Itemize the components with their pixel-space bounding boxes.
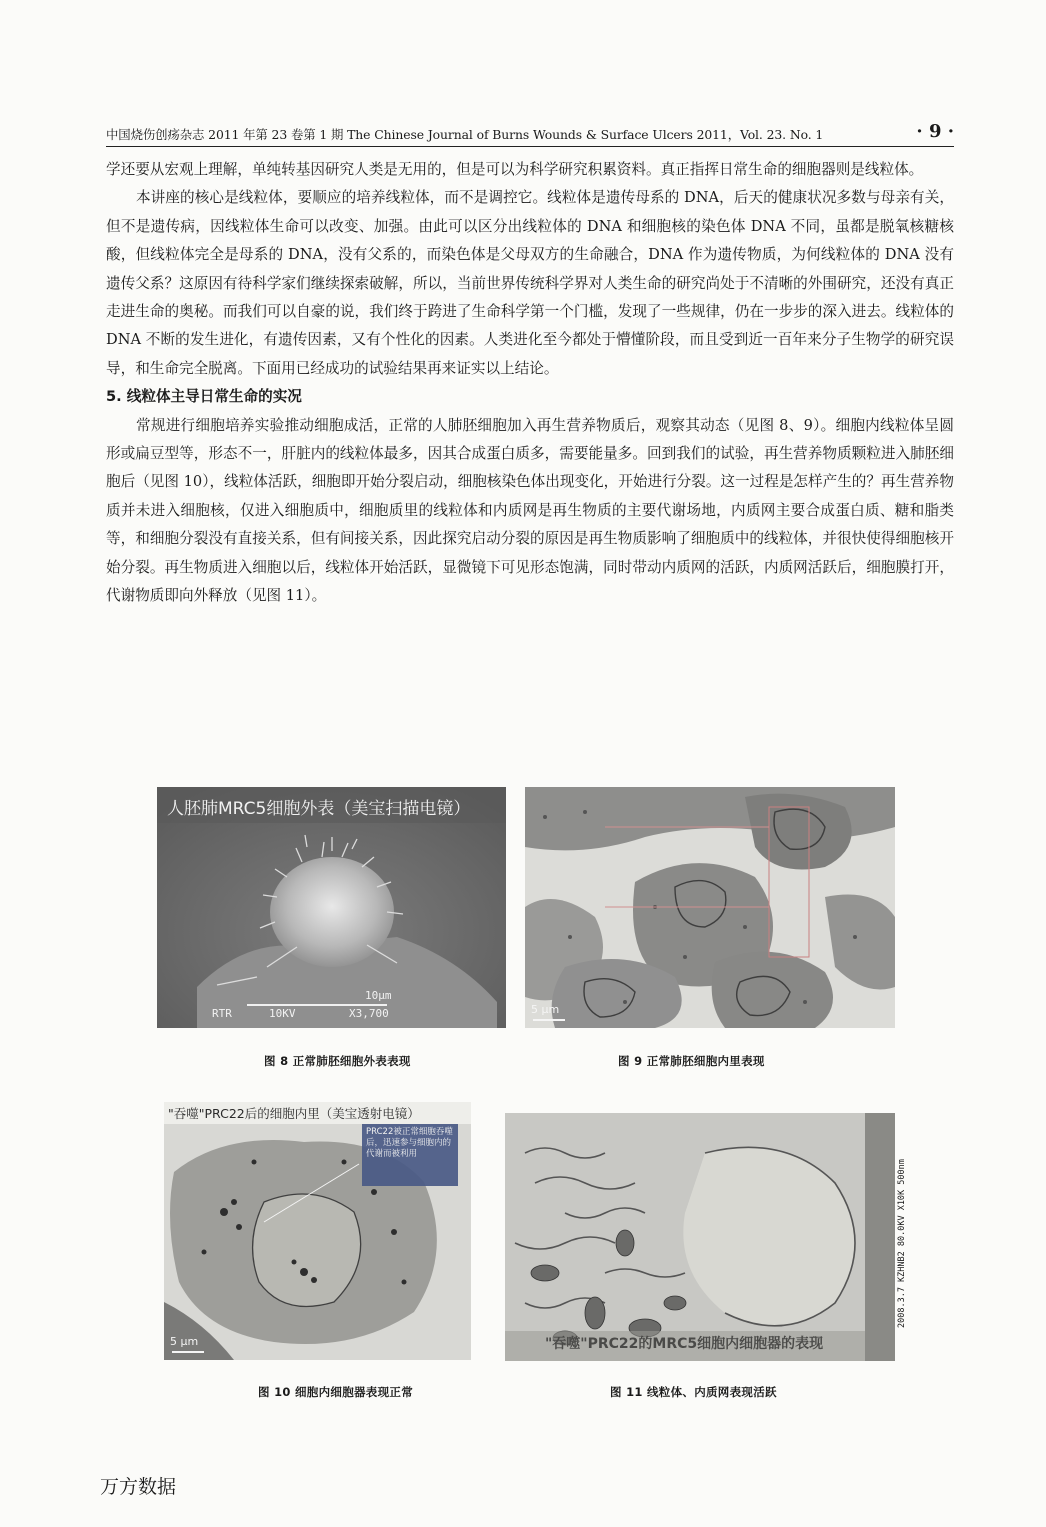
figure-10-overlay-title: "吞噬"PRC22后的细胞内里（美宝透射电镜） bbox=[168, 1106, 420, 1121]
figure-8-image bbox=[157, 787, 506, 1028]
section-heading: 5. 线粒体主导日常生命的实况 bbox=[106, 388, 302, 406]
paragraph-3: 常规进行细胞培养实验推动细胞成活，正常的人肺胚细胞加入再生营养物质后，观察其动态（见图 8、9）。细胞内线粒体呈圆形或扁豆型等，形态不一，肝脏内的线粒体最多，因其合成蛋白质多，需要能量多。回到我们的试验，再生营养物质颗粒进入肺胚细胞后（见图 10），线粒体活跃，细胞即开始分裂启动，细胞核染色体出现变化，开始进行分裂。这一过程是怎样产生的？再生营养物质并未进入细胞核，仅进入细胞质中，细胞质里的线粒体和内质网是再生物质的主要代谢场地，内质网主要合成蛋白质、糖和脂类等，和细胞分裂没有直接关系，但有间接关系，因此探究启动分裂的原因是再生物质影响了细胞质中的线粒体，并很快使得细胞核开始分裂。再生物质进入细胞以后，线粒体开始活跃，显微镜下可见形态饱满，同时带动内质网的活跃，内质网活跃后，细胞膜打开，代谢物质即向外释放（见图 11）。 bbox=[106, 416, 954, 605]
figure-8-info-mid: 10KV bbox=[269, 1007, 296, 1020]
paragraph-1: 学还要从宏观上理解，单纯转基因研究人类是无用的，但是可以为科学研究积累资料。真正指挥日常生命的细胞器则是线粒体。 bbox=[106, 161, 924, 178]
footer-watermark: 万方数据 bbox=[100, 1476, 177, 1498]
figure-9-scalebar-label: 5 μm bbox=[531, 1003, 560, 1016]
paragraph-2: 本讲座的核心是线粒体，要顺应的培养线粒体，而不是调控它。线粒体是遗传母系的 DNA，后天的健康状况多数与母亲有关，但不是遗传病，因线粒体生命可以改变、加强。由此可以区分出线粒体的 DNA 和细胞核的染色体 DNA 不同，虽都是脱氧核糖核酸，但线粒体完全是母系的 DNA，没有父系的，而染色体是父母双方的生命融合，DNA 作为遗传物质，为何线粒体的 DNA 没有遗传父系？这原因有待科学家们继续探索破解，所以，当前世界传统科学界对人类生命的研究尚处于不清晰的外围研究，还没有真正走进生命的奥秘。而我们可以自豪的说，我们终于跨进了生命科学第一个门槛，发现了一些规律，仍在一步步的深入进去。线粒体的 DNA 不断的发生进化，有遗传因素，又有个性化的因素。人类进化至今都处于懵懂阶段，而且受到近一百年来分子生物学的研究误导，和生命完全脱离。下面用已经成功的试验结果再来证实以上结论。 bbox=[106, 189, 954, 377]
figure-11-image bbox=[505, 1113, 907, 1361]
figure-9-image bbox=[525, 787, 895, 1028]
running-header bbox=[106, 122, 954, 147]
figure-8-overlay-title: 人胚肺MRC5细胞外表（美宝扫描电镜） bbox=[167, 799, 471, 819]
article-body bbox=[106, 156, 954, 611]
figure-11-caption: 图 11 线粒体、内质网表现活跃 bbox=[610, 1385, 777, 1399]
page-number: · 9 · bbox=[916, 121, 954, 142]
figure-8-caption: 图 8 正常肺胚细胞外表表现 bbox=[264, 1054, 411, 1068]
figure-10-image bbox=[164, 1102, 471, 1360]
figure-11-side-label: 2008.3.7 KZHNB2 80.0KV X10K 500nm bbox=[897, 1159, 907, 1328]
figure-8-info-right: X3,700 bbox=[349, 1007, 389, 1020]
figure-8-scalebar-label: 10μm bbox=[365, 989, 392, 1002]
figure-10-scalebar-label: 5 μm bbox=[170, 1335, 199, 1348]
figure-9-caption: 图 9 正常肺胚细胞内里表现 bbox=[618, 1054, 765, 1068]
figure-8-info-left: RTR bbox=[212, 1007, 232, 1020]
figure-11-overlay-title: "吞噬"PRC22的MRC5细胞内细胞器的表现 bbox=[545, 1336, 824, 1352]
figure-10-callout: PRC22被正常细胞吞噬后，迅速参与细胞内的代谢而被利用 bbox=[366, 1127, 453, 1159]
figure-10-caption: 图 10 细胞内细胞器表现正常 bbox=[258, 1385, 414, 1399]
running-title: 中国烧伤创疡杂志 2011 年第 23 卷第 1 期 The Chinese Journal of Burns Wounds & Surface Ulcers 2011，Vol. 23. No. 1 bbox=[106, 127, 824, 142]
